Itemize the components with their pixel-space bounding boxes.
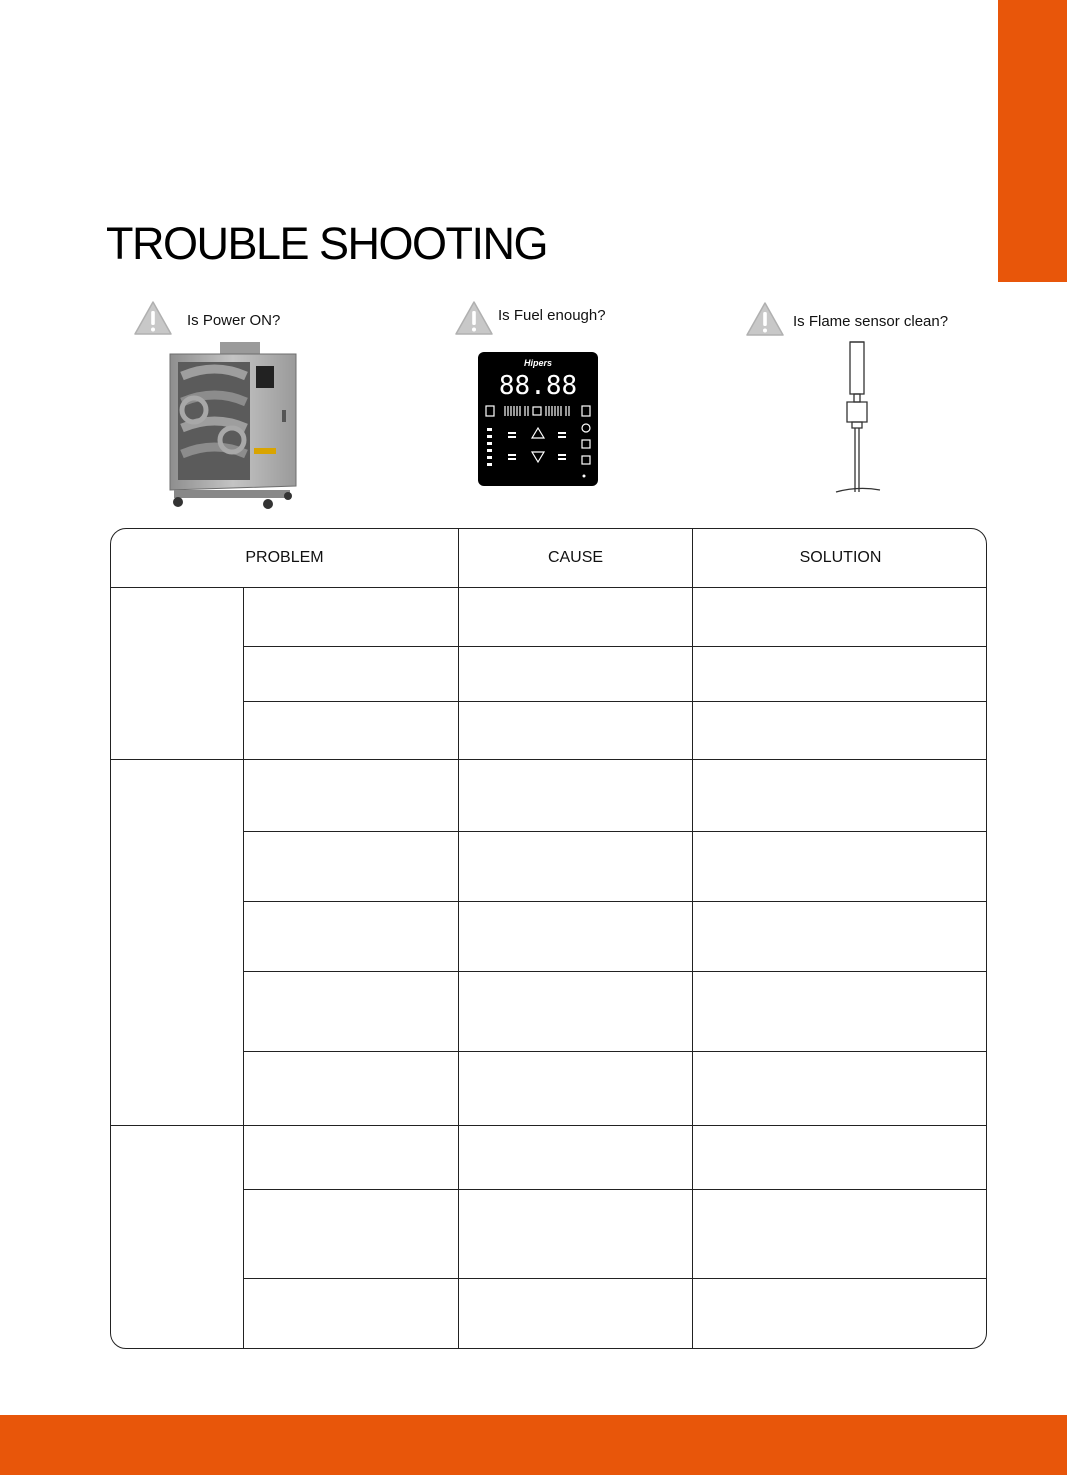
check-flame-sensor-label: Is Flame sensor clean? <box>793 312 949 330</box>
warning-triangle-icon <box>454 300 494 336</box>
page-title: TROUBLE SHOOTING <box>106 218 548 269</box>
header-solution: SOLUTION <box>799 549 882 566</box>
table-row-divider <box>243 971 987 972</box>
table-row-divider <box>243 901 987 902</box>
table-row-divider <box>243 1189 987 1190</box>
flame-sensor-image <box>830 338 886 498</box>
column-divider <box>692 529 693 1349</box>
header-divider <box>111 587 987 588</box>
troubleshooting-table <box>110 528 987 1349</box>
panel-brand: Hipers <box>523 358 553 368</box>
warning-triangle-icon <box>133 300 173 336</box>
header-cause: CAUSE <box>547 549 604 566</box>
table-row-divider <box>243 1051 987 1052</box>
footer-accent-band <box>0 1415 1067 1475</box>
group-divider <box>111 1125 987 1126</box>
heater-unit-image <box>160 340 300 512</box>
warning-triangle-icon <box>745 301 785 337</box>
header-problem: PROBLEM <box>245 549 324 566</box>
panel-digits: 88.88 <box>498 371 578 401</box>
group-divider <box>111 759 987 760</box>
check-power-label: Is Power ON? <box>187 311 281 329</box>
check-fuel-label: Is Fuel enough? <box>498 306 606 324</box>
table-row-divider <box>243 1278 987 1279</box>
table-row-divider <box>243 646 987 647</box>
side-tab-accent <box>998 0 1067 282</box>
control-panel-image <box>478 352 598 486</box>
check-flame-sensor <box>745 301 948 337</box>
check-power <box>133 300 280 336</box>
column-divider <box>458 529 459 1349</box>
table-row-divider <box>243 701 987 702</box>
table-row-divider <box>243 831 987 832</box>
check-fuel <box>454 300 606 336</box>
